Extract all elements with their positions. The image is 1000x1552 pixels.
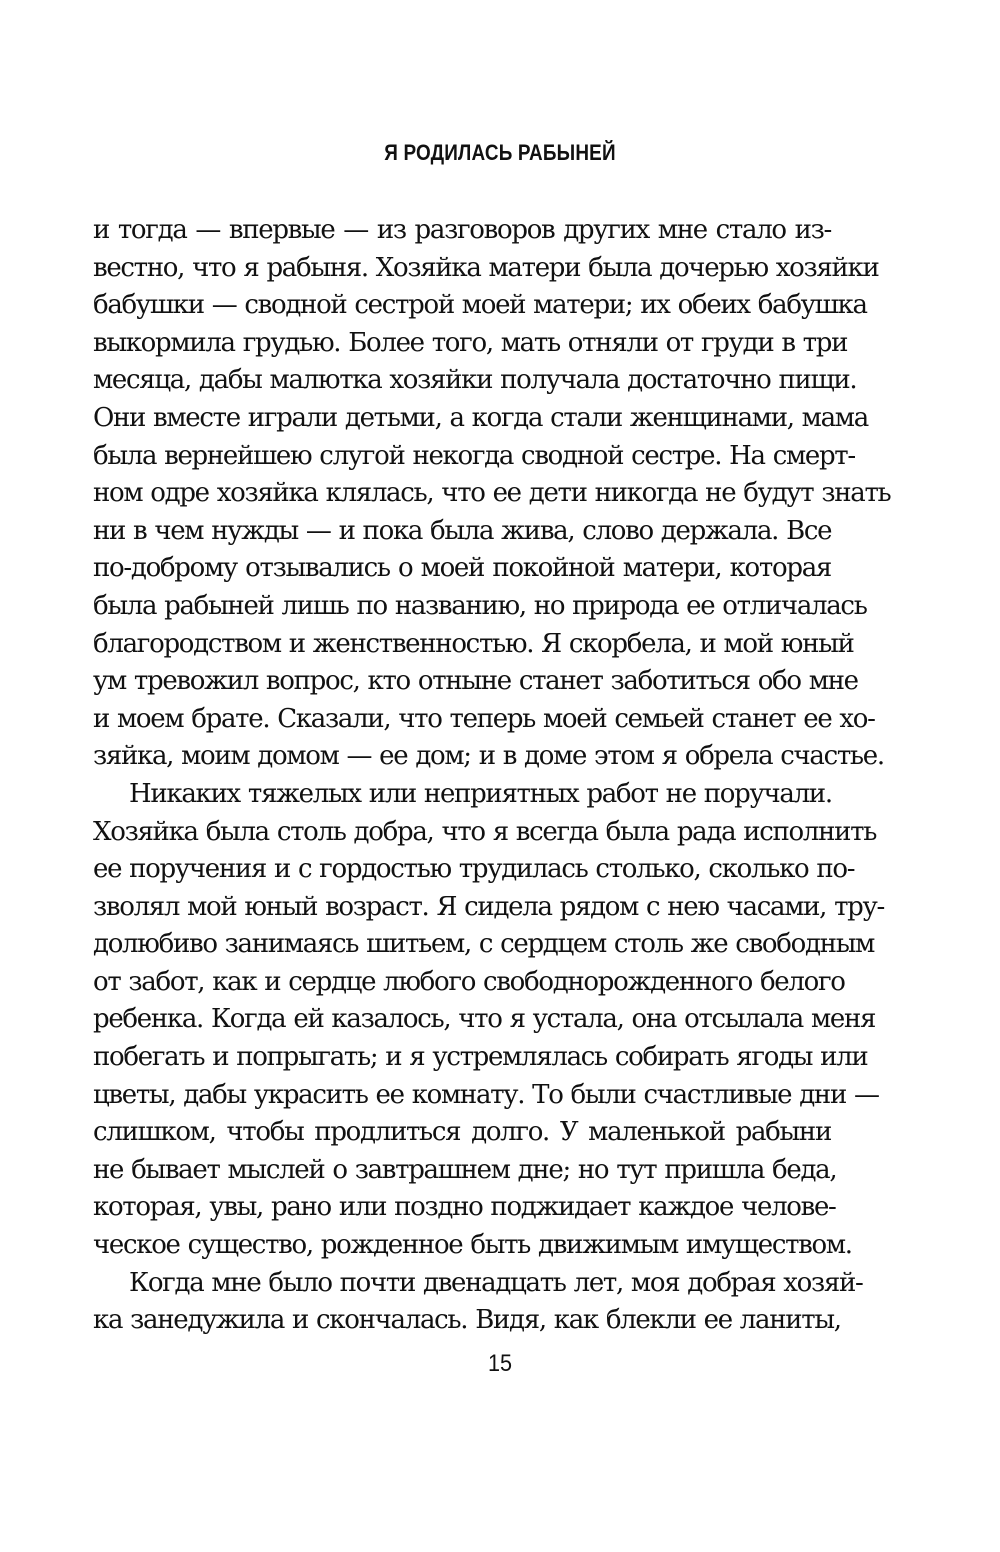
text-line: бабушки — сводной сестрой моей матери; их обеих бабушка: [93, 290, 867, 321]
body-text: [93, 212, 891, 1340]
text-line: от забот, как и сердце любого свободнорожденного белого: [93, 966, 845, 997]
text-line: зяйка, моим домом — ее дом; и в доме этом я обрела счастье.: [93, 741, 884, 772]
text-line: вестно, что я рабыня. Хозяйка матери была дочерью хозяйки: [93, 252, 879, 283]
text-line: была рабыней лишь по названию, но природа ее отличалась: [93, 590, 867, 621]
text-line: ном одре хозяйка клялась, что ее дети никогда не будут знать: [93, 478, 891, 509]
text-line: Они вместе играли детьми, а когда стали женщинами, мама: [93, 402, 868, 433]
text-line: ребенка. Когда ей казалось, что я устала, она отсылала меня: [93, 1004, 876, 1035]
text-line: ум тревожил вопрос, кто отныне станет заботиться обо мне: [93, 666, 858, 697]
text-line: слишком, чтобы продлиться долго. У маленькой рабыни: [93, 1117, 831, 1148]
text-line: благородством и женственностью. Я скорбела, и мой юный: [93, 628, 854, 659]
text-line: Хозяйка была столь добра, что я всегда была рада исполнить: [93, 816, 877, 847]
text-line-paragraph-start: Никаких тяжелых или неприятных работ не поручали.: [129, 778, 832, 809]
running-head-title: Я РОДИЛАСЬ РАБЫНЕЙ: [384, 140, 616, 165]
text-line: цветы, дабы украсить ее комнату. То были счастливые дни —: [93, 1079, 879, 1110]
text-line: долюбиво занимаясь шитьем, с сердцем столь же свободным: [93, 929, 875, 960]
text-line: побегать и попрыгать; и я устремлялась собирать ягоды или: [93, 1042, 868, 1073]
text-line: зволял мой юный возраст. Я сидела рядом с нею часами, тру-: [93, 891, 885, 922]
page-number: 15: [487, 1350, 513, 1377]
text-line: выкормила грудью. Более того, мать отняли от груди в три: [93, 327, 848, 358]
text-line: ни в чем нужды — и пока была жива, слово держала. Все: [93, 515, 832, 546]
text-line: которая, увы, рано или поздно поджидает каждое челове-: [93, 1192, 836, 1223]
text-line-paragraph-start: Когда мне было почти двенадцать лет, моя добрая хозяй-: [129, 1267, 863, 1298]
text-line: по-доброму отзывались о моей покойной матери, которая: [93, 553, 831, 584]
text-line: месяца, дабы малютка хозяйки получала достаточно пищи.: [93, 365, 857, 396]
text-line: ее поручения и с гордостью трудилась столько, сколько по-: [93, 854, 855, 885]
text-line: и тогда — впервые — из разговоров других мне стало из-: [93, 215, 831, 245]
text-line: не бывает мыслей о завтрашнем дне; но тут пришла беда,: [93, 1154, 837, 1185]
text-line: и моем брате. Сказали, что теперь моей семьей станет ее хо-: [93, 703, 875, 734]
text-line: ка занедужила и скончалась. Видя, как блекли ее ланиты,: [93, 1305, 841, 1336]
text-line: была вернейшею слугой некогда сводной сестре. На смерт-: [93, 440, 855, 471]
text-line: ческое существо, рожденное быть движимым имуществом.: [93, 1230, 852, 1261]
